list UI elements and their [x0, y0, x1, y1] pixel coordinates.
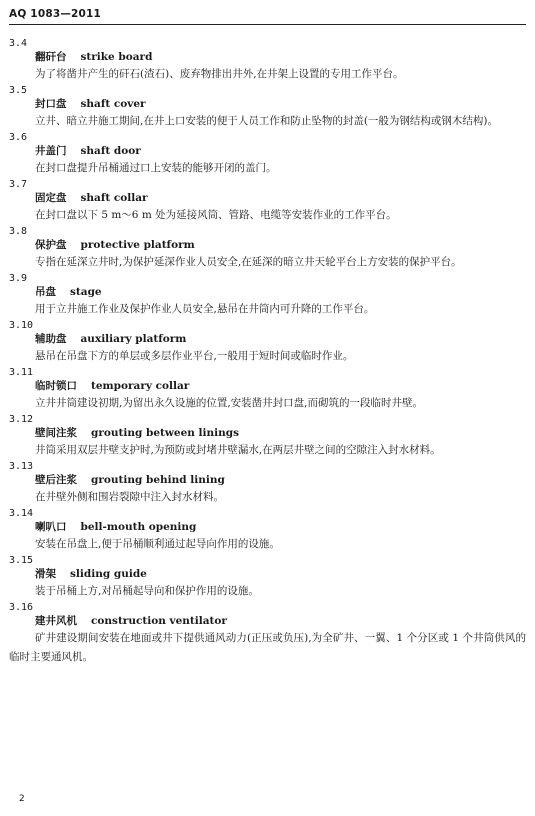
term-cn: 辅助盘 — [35, 333, 67, 345]
entry-3-13 — [9, 460, 526, 507]
term-en: grouting between linings — [91, 427, 240, 439]
document-body — [9, 37, 526, 667]
definition: 矿井建设期间安装在地面或井下提供通风动力(正压或负压),为全矿井、一翼、1 个分区或 1 个井筒供风的临时主要通风机。 — [9, 632, 526, 663]
clause-number: 3.14 — [9, 508, 34, 519]
term-cn: 壁后注浆 — [35, 474, 77, 486]
term-en: stage — [70, 286, 102, 298]
clause-number: 3.6 — [9, 132, 28, 143]
entry-3-14 — [9, 507, 526, 554]
term-cn: 喇叭口 — [35, 521, 67, 533]
entry-3-15 — [9, 554, 526, 601]
term-en: bell-mouth opening — [80, 521, 197, 533]
clause-number: 3.15 — [9, 555, 34, 566]
standard-code: AQ 1083—2011 — [9, 8, 102, 20]
term-cn: 建井风机 — [35, 615, 77, 627]
entry-3-8 — [9, 225, 526, 272]
clause-number: 3.13 — [9, 461, 34, 472]
term — [9, 614, 526, 629]
entry-3-9 — [9, 272, 526, 319]
term-en: sliding guide — [70, 568, 147, 580]
term — [9, 426, 526, 441]
term-en: temporary collar — [91, 380, 190, 392]
term — [9, 97, 526, 112]
entry-3-6 — [9, 131, 526, 178]
clause-number: 3.8 — [9, 226, 28, 237]
entry-3-7 — [9, 178, 526, 225]
entry-3-4 — [9, 37, 526, 84]
definition: 在封口盘以下 5 m～6 m 处为延接风筒、管路、电缆等安装作业的工作平台。 — [35, 209, 397, 221]
clause-number: 3.5 — [9, 85, 28, 96]
definition: 悬吊在吊盘下方的单层或多层作业平台,一般用于短时间或临时作业。 — [35, 350, 354, 362]
clause-number: 3.11 — [9, 367, 34, 378]
term-cn: 滑架 — [35, 568, 56, 580]
term-cn: 井盖门 — [35, 145, 67, 157]
term-en: auxiliary platform — [80, 333, 187, 345]
term — [9, 567, 526, 582]
term-en: shaft collar — [80, 192, 148, 204]
definition: 为了将凿井产生的矸石(渣石)、废弃物排出井外,在井架上设置的专用工作平台。 — [35, 68, 404, 80]
entry-3-5 — [9, 84, 526, 131]
term — [9, 332, 526, 347]
entry-3-10 — [9, 319, 526, 366]
term-en: construction ventilator — [91, 615, 227, 627]
clause-number: 3.16 — [9, 602, 34, 613]
term-en: strike board — [80, 51, 153, 63]
term-cn: 壁间注浆 — [35, 427, 77, 439]
definition: 安装在吊盘上,便于吊桶顺利通过起导向作用的设施。 — [35, 538, 280, 550]
definition: 立井井筒建设初期,为留出永久设施的位置,安装凿井封口盘,而砌筑的一段临时井壁。 — [35, 397, 424, 409]
term-en: shaft cover — [80, 98, 146, 110]
entry-3-16 — [9, 601, 526, 667]
term-cn: 保护盘 — [35, 239, 67, 251]
page-number: 2 — [19, 794, 25, 804]
header-rule — [9, 24, 526, 25]
term — [9, 285, 526, 300]
term-cn: 翻矸台 — [35, 51, 67, 63]
term-cn: 吊盘 — [35, 286, 56, 298]
term-en: protective platform — [80, 239, 195, 251]
term — [9, 191, 526, 206]
definition: 井筒采用双层井壁支护时,为预防或封堵井壁漏水,在两层井壁之间的空隙注入封水材料。 — [35, 444, 441, 456]
term — [9, 144, 526, 159]
term — [9, 473, 526, 488]
clause-number: 3.4 — [9, 38, 28, 49]
term — [9, 50, 526, 65]
term-cn: 临时锁口 — [35, 380, 77, 392]
definition: 在井壁外侧和围岩裂隙中注入封水材料。 — [35, 491, 224, 503]
definition: 用于立井施工作业及保护作业人员安全,悬吊在井筒内可升降的工作平台。 — [35, 303, 375, 315]
term-cn: 封口盘 — [35, 98, 67, 110]
entry-3-12 — [9, 413, 526, 460]
clause-number: 3.10 — [9, 320, 34, 331]
term-cn: 固定盘 — [35, 192, 67, 204]
term-en: shaft door — [80, 145, 141, 157]
clause-number: 3.7 — [9, 179, 28, 190]
definition: 装于吊桶上方,对吊桶起导向和保护作用的设施。 — [35, 585, 259, 597]
term — [9, 238, 526, 253]
definition: 专指在延深立井时,为保护延深作业人员安全,在延深的暗立井天轮平台上方安装的保护平台。 — [35, 256, 462, 268]
clause-number: 3.12 — [9, 414, 34, 425]
term — [9, 379, 526, 394]
definition: 立井、暗立井施工期间,在井上口安装的便于人员工作和防止坠物的封盖(一般为钢结构或钢木结构)。 — [35, 115, 499, 127]
term-en: grouting behind lining — [91, 474, 225, 486]
definition: 在封口盘提升吊桶通过口上安装的能够开闭的盖门。 — [35, 162, 277, 174]
entry-3-11 — [9, 366, 526, 413]
clause-number: 3.9 — [9, 273, 28, 284]
term — [9, 520, 526, 535]
